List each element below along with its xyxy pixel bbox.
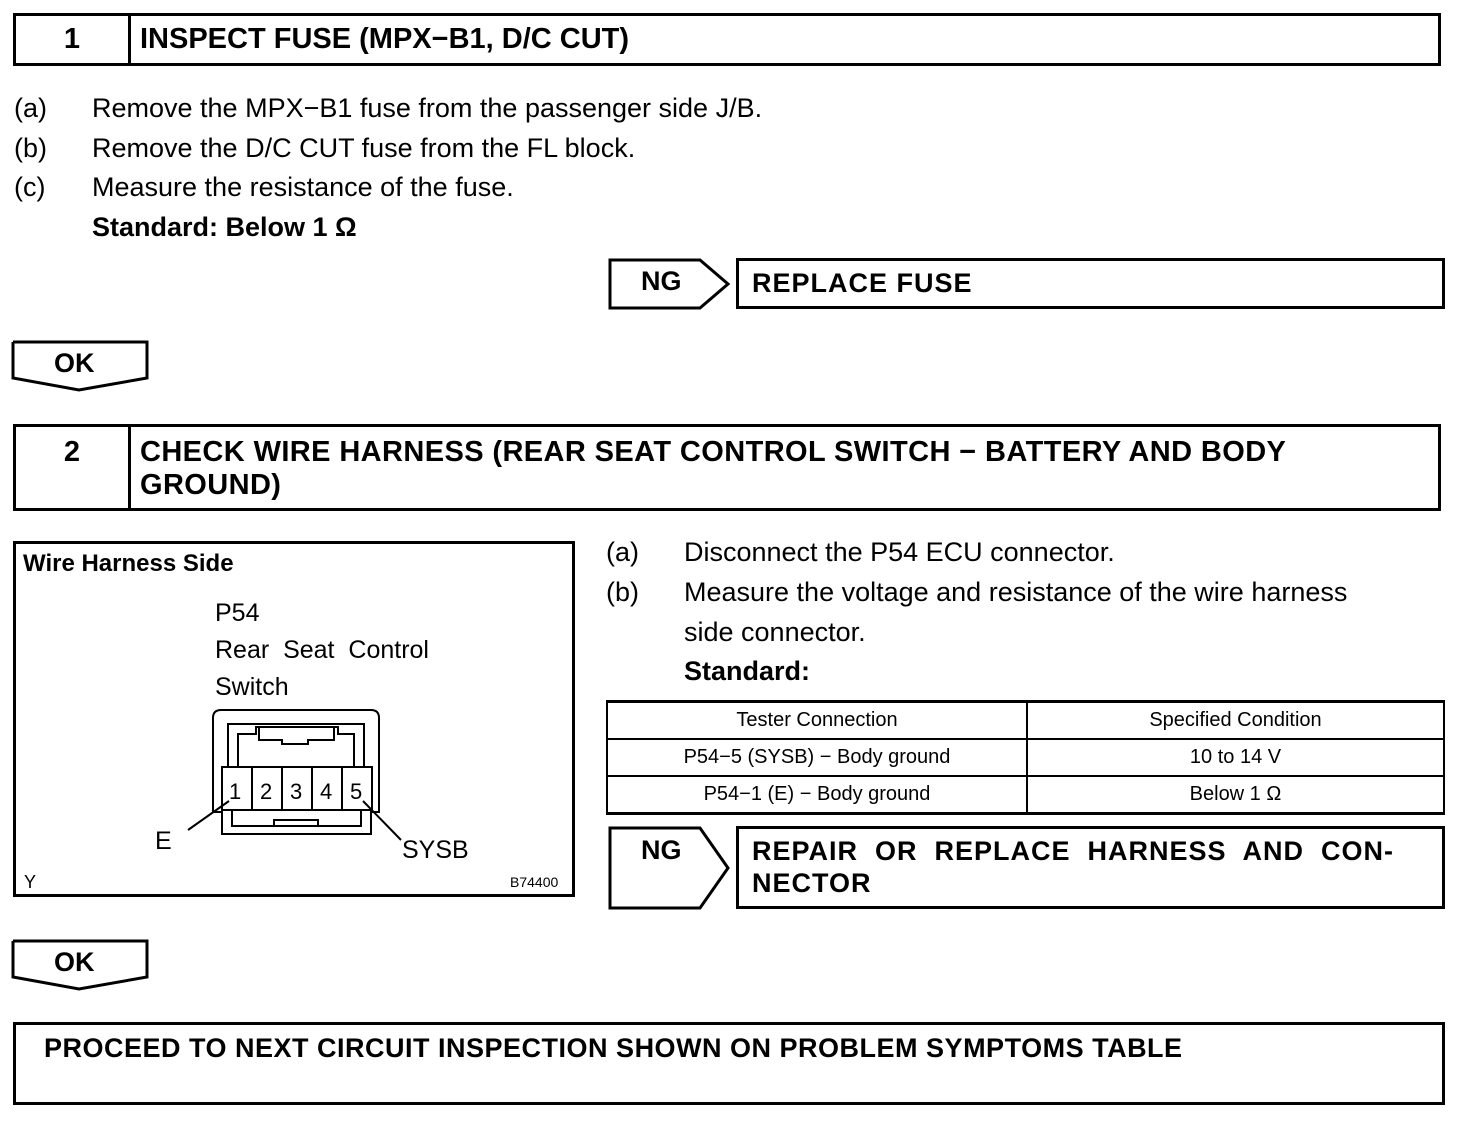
step-1-item-b-text: Remove the D/C CUT fuse from the FL block.	[92, 133, 636, 163]
step-1-ok-label: OK	[54, 348, 95, 378]
step-2-ok-label: OK	[54, 947, 95, 977]
step-2-title-line2: GROUND)	[140, 469, 282, 501]
step-2-item-b-letter: (b)	[606, 577, 639, 607]
step-1-ng-action-text: REPLACE FUSE	[752, 268, 973, 298]
connector-id: P54	[215, 599, 260, 627]
step-2-item-a-letter: (a)	[606, 537, 639, 567]
connector-drawing	[16, 544, 572, 894]
step-1-number: 1	[16, 16, 131, 63]
step-1-item-c-letter: (c)	[14, 172, 46, 202]
step-1-item-c-text: Measure the resistance of the fuse.	[92, 172, 514, 202]
standard-table	[606, 700, 1445, 815]
step-2-ng-action	[736, 826, 1445, 909]
table-header-cell: Specified Condition	[1027, 702, 1444, 740]
table-cell: P54−5 (SYSB) − Body ground	[607, 739, 1027, 776]
figure-corner-left: Y	[24, 872, 37, 892]
pin-label-e: E	[155, 827, 172, 855]
step-2-number: 2	[16, 427, 131, 508]
table-cell: Below 1 Ω	[1027, 776, 1444, 814]
table-header-row	[607, 702, 1444, 740]
pin-label-sysb: SYSB	[402, 836, 469, 864]
step-2-title	[140, 436, 1428, 502]
pin-2: 2	[260, 779, 273, 804]
step-2-ng-action-line1: REPAIR OR REPLACE HARNESS AND CON-	[752, 836, 1395, 866]
table-row	[607, 739, 1444, 776]
connector-name-line2: Switch	[215, 673, 289, 701]
connector-name-line1: Rear Seat Control	[215, 636, 429, 664]
step-1-item-a-letter: (a)	[14, 93, 47, 123]
table-cell: P54−1 (E) − Body ground	[607, 776, 1027, 814]
final-instruction-text: PROCEED TO NEXT CIRCUIT INSPECTION SHOWN ON PROBLEM SYMPTOMS TABLE	[44, 1033, 1183, 1063]
step-2-item-a-text: Disconnect the P54 ECU connector.	[684, 537, 1115, 567]
connector-figure	[13, 541, 575, 897]
step-2-item-b-text-line1: Measure the voltage and resistance of the wire harness	[684, 577, 1348, 607]
pin-1: 1	[229, 779, 242, 804]
pin-5: 5	[350, 779, 363, 804]
table-row	[607, 776, 1444, 814]
step-2-header	[13, 424, 1441, 511]
table-header-cell: Tester Connection	[607, 702, 1027, 740]
step-1-item-b-letter: (b)	[14, 133, 47, 163]
figure-code: B74400	[510, 874, 559, 890]
final-instruction-box	[13, 1022, 1445, 1105]
figure-heading: Wire Harness Side	[23, 550, 234, 577]
step-2-standard-label: Standard:	[684, 656, 811, 686]
step-1-header	[13, 13, 1441, 66]
pin-3: 3	[290, 779, 303, 804]
step-2-ng-label: NG	[641, 835, 682, 865]
step-1-ng-action	[736, 258, 1445, 309]
step-1-standard: Standard: Below 1 Ω	[92, 212, 357, 242]
step-2-item-b-text-line2: side connector.	[684, 617, 866, 647]
step-2-ng-action-line2: NECTOR	[752, 868, 872, 898]
step-1-title: INSPECT FUSE (MPX−B1, D/C CUT)	[140, 23, 630, 55]
table-cell: 10 to 14 V	[1027, 739, 1444, 776]
step-1-item-a-text: Remove the MPX−B1 fuse from the passenger side J/B.	[92, 93, 763, 123]
pin-4: 4	[320, 779, 333, 804]
step-2-title-line1: CHECK WIRE HARNESS (REAR SEAT CONTROL SWITCH − BATTERY AND BODY	[140, 436, 1287, 468]
step-1-ng-label: NG	[641, 266, 682, 296]
